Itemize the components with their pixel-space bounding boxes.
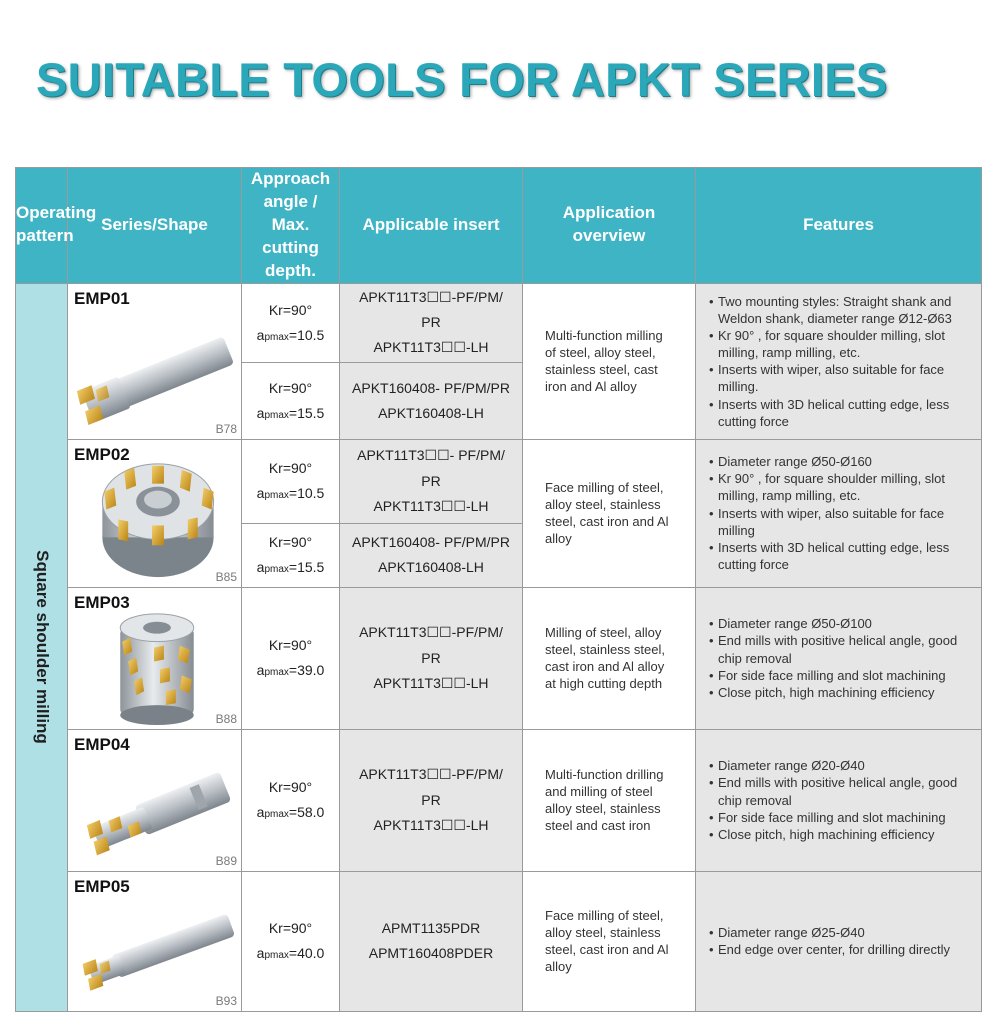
approach-angle-cell	[242, 439, 340, 523]
features-cell	[696, 439, 982, 587]
feature-item: • Close pitch, high machining efficiency	[706, 684, 975, 701]
kr-value: Kr=90°	[268, 920, 313, 936]
header-operating-pattern	[16, 168, 97, 284]
feature-item: • Diameter range Ø20-Ø40	[706, 757, 975, 774]
series-cell-emp02	[68, 439, 242, 587]
insert-line: APKT11T3☐☐-LH	[373, 497, 489, 514]
approach-angle-cell	[242, 523, 340, 587]
series-page-ref: B93	[215, 993, 237, 1008]
table-row	[16, 283, 982, 362]
series-page-ref: B85	[215, 569, 237, 584]
application-cell: Milling of steel, alloy steel, stainless steel, cast iron and Al alloy at high cutting depth	[523, 587, 696, 729]
application-cell: Multi-function milling of steel, alloy steel, stainless steel, cast iron and Al alloy	[523, 283, 696, 439]
ap-subscript: pmax	[264, 667, 289, 679]
ap-prefix: a	[256, 662, 265, 679]
series-code: EMP03	[74, 592, 130, 612]
insert-line: PR	[421, 791, 441, 808]
insert-cell	[340, 362, 523, 439]
insert-cell	[340, 587, 523, 729]
features-list	[706, 615, 975, 701]
series-code: EMP01	[74, 288, 130, 308]
ap-subscript: pmax	[264, 564, 289, 576]
table-row	[16, 729, 982, 871]
insert-cell	[340, 439, 523, 523]
feature-item: • Inserts with 3D helical cutting edge, less cutting force	[706, 539, 975, 573]
insert-line: PR	[421, 649, 441, 666]
approach-angle-cell	[242, 362, 340, 439]
features-list	[706, 293, 975, 430]
kr-value: Kr=90°	[268, 534, 313, 550]
insert-line: PR	[421, 314, 441, 331]
insert-line: APKT160408-LH	[378, 404, 484, 421]
ap-subscript: pmax	[264, 950, 289, 962]
feature-item: • For side face milling and slot machining	[706, 809, 975, 826]
ap-value: =15.5	[288, 404, 325, 421]
insert-line: APMT1135PDR	[381, 920, 481, 936]
feature-item: • For side face milling and slot machining	[706, 667, 975, 684]
tools-table	[15, 167, 982, 1012]
kr-value: Kr=90°	[268, 379, 313, 396]
header-applicable-insert: Applicable insert	[340, 168, 523, 284]
header-application-overview-line1: Application	[562, 203, 656, 223]
feature-item: • Diameter range Ø50-Ø100	[706, 615, 975, 632]
header-application-overview-line2: overview	[572, 226, 646, 246]
ap-prefix: a	[256, 559, 265, 576]
feature-item: • End edge over center, for drilling directly	[706, 941, 975, 958]
feature-item: • Kr 90° , for square shoulder milling, slot milling, ramp milling, etc.	[706, 470, 975, 504]
insert-line: PR	[421, 472, 441, 489]
approach-angle-cell	[242, 283, 340, 362]
series-cell-emp04	[68, 729, 242, 871]
series-page-ref: B89	[215, 853, 237, 868]
insert-line: APKT11T3☐☐-LH	[373, 674, 489, 691]
ap-prefix: a	[256, 945, 265, 962]
insert-line: APKT160408- PF/PM/PR	[352, 534, 510, 550]
insert-cell	[340, 283, 523, 362]
ap-subscript: pmax	[264, 490, 289, 502]
features-cell	[696, 283, 982, 439]
table-row	[16, 439, 982, 523]
ap-value: =58.0	[288, 804, 325, 821]
table-row	[16, 587, 982, 729]
ap-value: =39.0	[288, 662, 325, 679]
insert-cell	[340, 523, 523, 587]
approach-angle-cell	[242, 729, 340, 871]
feature-item: • Two mounting styles: Straight shank and Weldon shank, diameter range Ø12-Ø63	[706, 293, 975, 327]
table-header-row	[16, 168, 982, 284]
ap-subscript: pmax	[264, 409, 289, 421]
header-approach-angle-line1: Approach angle /	[250, 169, 331, 211]
application-cell: Face milling of steel, alloy steel, stainless steel, cast iron and Al alloy	[523, 439, 696, 587]
approach-angle-cell	[242, 587, 340, 729]
series-cell-emp05	[68, 871, 242, 1011]
insert-line: APKT11T3☐☐-PF/PM/	[359, 288, 503, 305]
application-cell: Multi-function drilling and milling of steel alloy steel, stainless steel and cast iron	[523, 729, 696, 871]
insert-line: APMT160408PDER	[368, 945, 494, 962]
operating-pattern-cell	[16, 283, 68, 1011]
application-cell: Face milling of steel, alloy steel, stainless steel, cast iron and Al alloy	[523, 871, 696, 1011]
insert-line: APKT11T3☐☐-PF/PM/	[359, 624, 503, 641]
kr-value: Kr=90°	[268, 301, 313, 318]
series-code: EMP05	[74, 876, 130, 896]
insert-cell	[340, 729, 523, 871]
insert-line: APKT160408- PF/PM/PR	[352, 379, 510, 396]
ap-prefix: a	[256, 404, 265, 421]
series-page-ref: B78	[215, 421, 237, 436]
header-operating-pattern-line1: Operating	[16, 203, 97, 223]
feature-item: • Inserts with 3D helical cutting edge, less cutting force	[706, 396, 975, 430]
kr-value: Kr=90°	[268, 460, 313, 476]
operating-pattern-label: Square shoulder milling	[32, 550, 52, 745]
features-cell	[696, 871, 982, 1011]
feature-item: • Kr 90° , for square shoulder milling, slot milling, ramp milling, etc.	[706, 327, 975, 361]
kr-value: Kr=90°	[268, 637, 313, 653]
header-approach-angle-line2: Max. cutting depth.	[262, 214, 319, 280]
insert-line: APKT11T3☐☐-LH	[373, 339, 489, 356]
table-row	[16, 871, 982, 1011]
ap-prefix: a	[256, 804, 265, 821]
series-page-ref: B88	[215, 711, 237, 726]
insert-line: APKT11T3☐☐-LH	[373, 816, 489, 833]
header-application-overview	[523, 168, 696, 284]
ap-value: =40.0	[288, 945, 325, 962]
insert-cell	[340, 871, 523, 1011]
insert-line: APKT160408-LH	[378, 559, 484, 576]
ap-subscript: pmax	[264, 331, 289, 343]
series-code: EMP04	[74, 734, 130, 754]
feature-item: • Close pitch, high machining efficiency	[706, 826, 975, 843]
feature-item: • Inserts with wiper, also suitable for face milling.	[706, 361, 975, 395]
header-operating-pattern-line2: pattern	[16, 226, 74, 246]
features-cell	[696, 729, 982, 871]
page-title: SUITABLE TOOLS FOR APKT SERIES	[36, 53, 888, 106]
feature-item: • End mills with positive helical angle, good chip removal	[706, 632, 975, 666]
series-cell-emp03	[68, 587, 242, 729]
features-list	[706, 924, 975, 958]
series-cell-emp01	[68, 283, 242, 439]
approach-angle-cell	[242, 871, 340, 1011]
feature-item: • Inserts with wiper, also suitable for face milling	[706, 505, 975, 539]
insert-line: APKT11T3☐☐- PF/PM/	[357, 447, 505, 464]
ap-subscript: pmax	[264, 809, 289, 821]
series-code: EMP02	[74, 444, 130, 464]
header-features: Features	[696, 168, 982, 284]
header-approach-angle	[242, 168, 340, 284]
header-series-shape: Series/Shape	[68, 168, 242, 284]
ap-prefix: a	[256, 485, 265, 502]
kr-value: Kr=90°	[268, 779, 313, 795]
insert-line: APKT11T3☐☐-PF/PM/	[359, 766, 503, 783]
features-list	[706, 453, 975, 573]
feature-item: • End mills with positive helical angle, good chip removal	[706, 774, 975, 808]
ap-value: =10.5	[288, 485, 325, 502]
features-cell	[696, 587, 982, 729]
features-list	[706, 757, 975, 843]
feature-item: • Diameter range Ø50-Ø160	[706, 453, 975, 470]
ap-prefix: a	[256, 326, 265, 343]
ap-value: =15.5	[288, 559, 325, 576]
ap-value: =10.5	[288, 326, 325, 343]
feature-item: • Diameter range Ø25-Ø40	[706, 924, 975, 941]
